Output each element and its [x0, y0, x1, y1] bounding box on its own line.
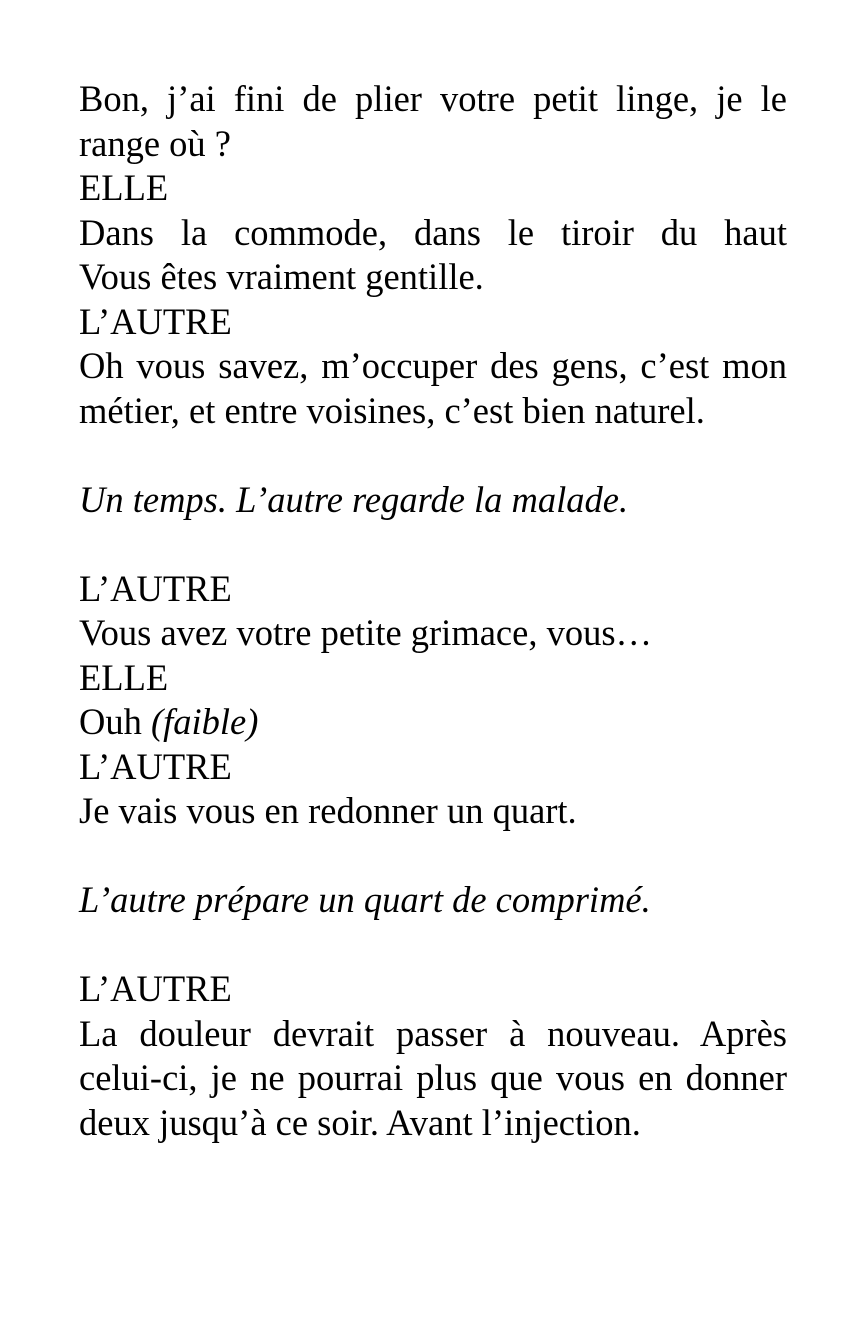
- blank-line: [79, 433, 787, 478]
- speaker-name: L’AUTRE: [79, 968, 232, 1009]
- dialogue-text: Ouh: [79, 701, 151, 742]
- blank-line: [79, 834, 787, 879]
- dialogue-line: Je vais vous en redonner un quart.: [79, 790, 577, 831]
- speaker-name: L’AUTRE: [79, 567, 232, 609]
- dialogue-text: Dans la commode, dans le tiroir du haut: [79, 211, 787, 253]
- dialogue-line: [79, 700, 787, 745]
- blank-line: [79, 522, 787, 567]
- stage-direction: L’autre prépare un quart de comprimé.: [79, 879, 651, 920]
- play-script-text: [79, 77, 787, 1145]
- dialogue-line: Bon, j’ai fini de plier votre petit linge, je le range où ?: [79, 78, 787, 164]
- dialogue-line: Vous avez votre petite grimace, vous…: [79, 612, 653, 653]
- speaker-name: L’AUTRE: [79, 300, 232, 342]
- speaker-name: ELLE: [79, 167, 169, 208]
- dialogue-line: [79, 211, 787, 256]
- dialogue-line: La douleur devrait passer à nouveau. Après celui-ci, je ne pourrai plus que vous en donner deux jusqu’à ce soir. Avant l’injection.: [79, 1012, 787, 1143]
- speaker-name: L’AUTRE: [79, 745, 232, 787]
- speaker-name: ELLE: [79, 656, 169, 698]
- dialogue-line: Oh vous savez, m’occuper des gens, c’est mon métier, et entre voisines, c’est bien naturel.: [79, 345, 787, 431]
- dialogue-line: Vous êtes vraiment gentille.: [79, 256, 484, 297]
- stage-direction: Un temps. L’autre regarde la malade.: [79, 478, 629, 520]
- blank-line: [79, 923, 787, 968]
- stage-direction-inline: (faible): [150, 701, 259, 742]
